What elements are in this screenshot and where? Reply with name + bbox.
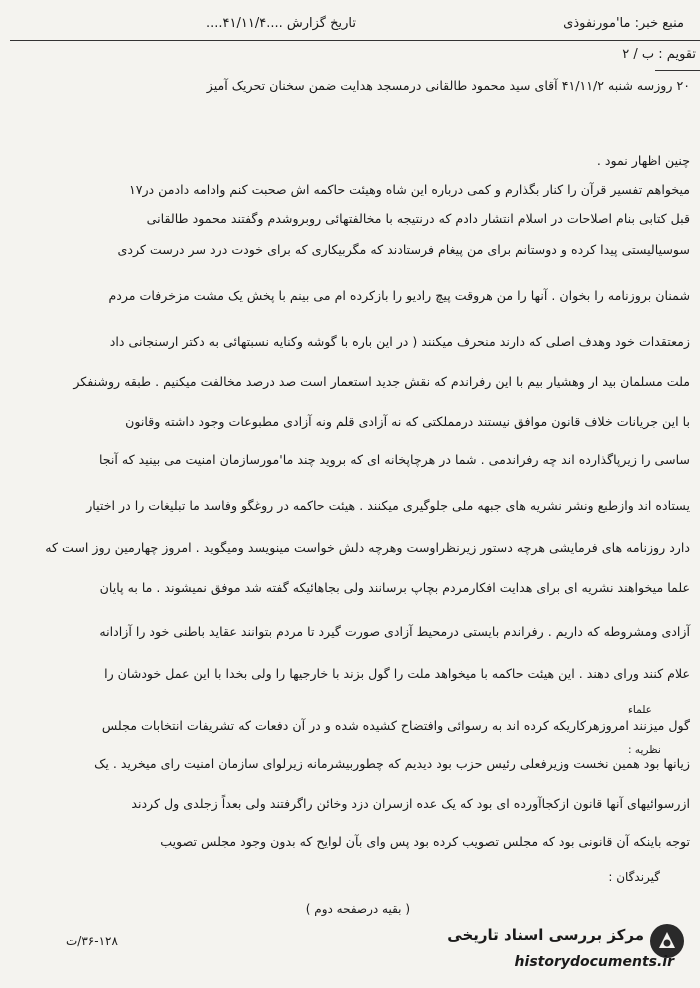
body-line: قبل کتابی بنام اصلاحات در اسلام انتشار دادم که درنتیجه با مخالفتهائی روبروشدم وگفتند محمود طالقانی	[146, 211, 690, 226]
report-date: تاریخ گزارش ....۴۱/۱۱/۴....	[206, 16, 356, 31]
archive-website: historydocuments.ir	[514, 954, 674, 970]
body-line: ازرسوائیهای آنها قانون ازکجاآورده ای بود که یک عده ازسران دزد وخائن راگرفتند ولی بعداً زجلدی ول کردند	[131, 796, 690, 811]
body-line: شمنان بروزنامه را بخوان . آنها را من هروقت پیچ رادیو را بازکرده ام می بینم با پخش یک مشت مزخرفات مردم	[108, 288, 690, 303]
body-line: سوسیالیستی پیدا کرده و دوستانم برای من پیغام فرستادند که مگربیکاری که برای خودت درد سر درست کردی	[117, 242, 690, 257]
body-line: آزادی ومشروطه که داریم . رفراندم بایستی درمحیط آزادی صورت گیرد تا مردم بتوانند عقاید باطنی خود را آزادانه	[99, 624, 690, 639]
recipients-label: گیرندگان :	[608, 870, 660, 884]
body-line: گول میزنند امروزهرکاریکه کرده اند به رسوائی وافتضاح کشیده شده و در آن دفعات که تشریفات انتخابات مجلس	[101, 718, 690, 733]
body-line: یستاده اند وازطبع ونشر نشریه های جبهه ملی جلوگیری میکنند . هیئت حاکمه در روغگو وفاسد ما تبلیغات را در اختیار	[86, 498, 690, 513]
body-line: ملت مسلمان بید ار وهشیار بیم با این رفراندم که نقش جدید استعمار است صد درصد مخالفت میکنیم . طبقه روشنفکر	[73, 374, 690, 389]
body-line: میخواهم تفسیر قرآن را کنار بگذارم و کمی درباره این شاه وهیئت حاکمه اش صحبت کنم وادامه دادمن در۱۷	[128, 182, 690, 197]
margin-note-opinion: نظریه :	[628, 744, 661, 756]
body-line: چنین اظهار نمود .	[596, 153, 690, 168]
body-line: دارد روزنامه های فرمایشی هرچه دستور زیرنظراوست وهرچه دلش خواست مینویسد ومیگوید . امروز چهارمین روز است که	[45, 540, 690, 555]
body-line: توجه باینکه آن قانونی بود که مجلس تصویب کرده بود پس وای بآن لوایح که بدون وجود مجلس تصویب	[160, 834, 690, 849]
header-divider	[10, 40, 700, 41]
continuation-note: ( بقیه درصفحه دوم )	[305, 902, 410, 916]
body-line: زمعتقدات خود وهدف اصلی که دارند منحرف میکنند ( در این باره با گوشه وکنایه نسبتهائی به دکتر ارسنجانی داد	[109, 334, 690, 349]
page-number-divider	[655, 70, 700, 71]
archive-watermark	[430, 920, 690, 980]
body-line: ساسی را زیرپاگذارده اند چه رفراندمی . شما در هرچاپخانه ای که بروید چند ما'مورسازمان امنیت می بینید که آنجا	[98, 452, 690, 467]
body-line: علما میخواهند نشریه ای برای هدایت افکارمردم بچاپ برسانند ولی بجاهائیکه گفته شد موفق نمیشوند . ما به پایان	[99, 580, 690, 595]
page-number: تقویم : ب / ۲	[622, 47, 696, 62]
margin-note-ulama: علماء	[628, 704, 652, 716]
body-line: علام کنند ورای دهند . این هیئت حاکمه با میخواهد ملت را گول بزند با خارجیها را ولی بخدا با این عمل خودشان را	[104, 666, 690, 681]
body-line: با این جریانات خلاف قانون موافق نیستند درمملکتی که نه آزادی قلم ونه آزادی مطبوعات وجود داشته وقانون	[125, 414, 690, 429]
body-line: زیانها بود همین نخست وزیرفعلی رئیس حزب بود دیدیم که چطوربیشرمانه زیرلوای سازمان امنیت رای میخرید . یک	[94, 756, 690, 771]
document-number: ۳۶-۱۲۸/ت	[66, 934, 118, 948]
news-source: منبع خبر: ما'مورنفوذی	[563, 16, 684, 31]
report-header	[14, 12, 686, 42]
archive-name: مرکز بررسی اسناد تاریخی	[447, 926, 644, 944]
body-line: ۲۰ روزسه شنبه ۴۱/۱۱/۲ آقای سید محمود طالقانی درمسجد هدایت ضمن سخنان تحریک آمیز	[206, 78, 690, 93]
